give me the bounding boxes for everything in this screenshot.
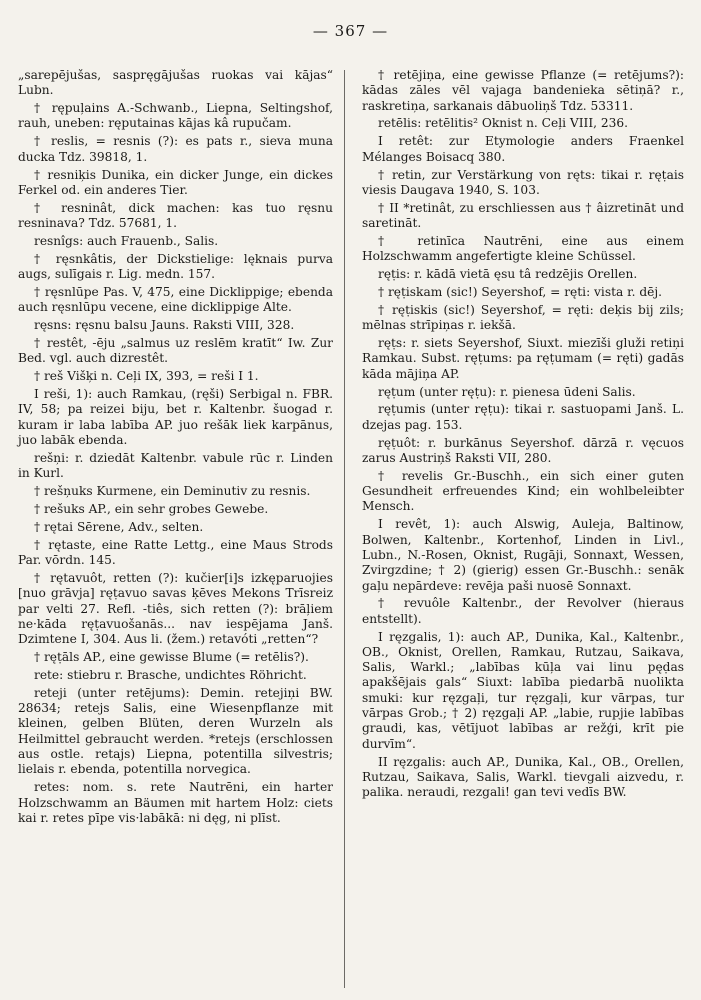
dictionary-entry: rete: stiebru r. Brasche, undichtes Röhricht. — [34, 667, 307, 682]
dictionary-entry: † retējiņa, eine gewisse Pflanze (= retējums?): kādas zāles vēl vajaga bandenieka sētiņā? r., raskretiņa, sarkanais dābuoliņš Tdz. 53311. — [362, 68, 684, 113]
dictionary-entry: † rętai Sērene, Adv., selten. — [34, 519, 204, 534]
dictionary-entry: † rępuļains A.-Schwanb., Liepna, Seltingshof, rauh, uneben: ręputainas kājas kâ rupučam. — [18, 101, 333, 131]
dictionary-entry: † II *retinât, zu erschliessen aus † âizretināt und saretināt. — [362, 200, 684, 231]
dictionary-entry: resnîgs: auch Frauenb., Salis. — [34, 233, 219, 248]
dictionary-entry: † ręsnlūpe Pas. V, 475, eine Dicklippige; ebenda auch ręsnlūpu vecene, eine dicklippige Alte. — [18, 285, 333, 315]
dictionary-entry: ręṭis: r. kādā vietā ęsu tâ redzējis Orellen. — [378, 267, 638, 282]
dictionary-entry: II ręzgalis: auch AP., Dunika, Kal., OB., Orellen, Rutzau, Saikava, Salis, Warkl. tievgali aizvedu, r. palika. neraudi, rezgali! gan tevi vedīs BW. — [362, 754, 684, 800]
dictionary-entry: ręṭumis (unter ręṭu): tikai r. sastuopami Janš. L. dzejas pag. 153. — [362, 402, 684, 432]
dictionary-entry: † reš Višķi n. Ceļi IX, 393, = reši I 1. — [34, 369, 259, 384]
dictionary-entry: † ręṭiskis (sic!) Seyershof, = ręti: deķis bij zils; mēlnas strīpiņas r. iekšā. — [362, 302, 684, 333]
dictionary-entry: I ręzgalis, 1): auch AP., Dunika, Kal., Kaltenbr., OB., Oknist, Orellen, Ramkau, Rutzau, Saikava, Salis, Warkl.; „labības kūļa vai linu pęḍas apakšējais gals“ Siuxt: labība piedarbā nuolikta smuki: kur ręzgaļi, tur ręzgaļi, kur vārpas, tur vārpas Grob.; † 2) ręzgaļi AP. „labie, rupjie labības graudi, kas, vētījuot labības ar režģi, krīt pie durvīm“. — [362, 629, 684, 751]
dictionary-entry: ręṭs: r. siets Seyershof, Siuxt. miezīši gluži retiņi Ramkau. Subst. ręṭums: pa ręṭumam (= ręti) gadās kāda mājiņa AP. — [362, 336, 684, 381]
dictionary-entry: † retinīca Nautrēni, eine aus einem Holzschwamm angefertigte kleine Schüssel. — [362, 233, 684, 264]
dictionary-entry: † retin, zur Verstärkung von ręts: tikai r. ręṭais viesis Daugava 1940, S. 103. — [362, 167, 684, 197]
dictionary-entry: † rešuks AP., ein sehr grobes Gewebe. — [34, 502, 269, 517]
dictionary-entry: † ręṭāls AP., eine gewisse Blume (= retēlis?). — [34, 650, 309, 665]
dictionary-entry: † resninât, dick machen: kas tuo ręsnu resninava? Tdz. 57681, 1. — [18, 200, 333, 231]
dictionary-entry: † ręṭiskam (sic!) Seyershof, = ręti: vista r. dēj. — [378, 285, 663, 300]
dictionary-entry: † revuôle Kaltenbr., der Revolver (hieraus entstellt). — [362, 596, 684, 626]
dictionary-entry: retēlis: retēlitis² Oknist n. Ceļi VIII, 236. — [378, 116, 629, 131]
dictionary-entry: † rętaste, eine Ratte Lettg., eine Maus Strods Par. vōrdn. 145. — [18, 537, 333, 568]
dictionary-entry: reteji (unter retējums): Demin. retejiņi BW. 28634; retejs Salis, eine Wiesenpflanze mit kleinen, gelben Blüten, deren Wurzeln als Heilmittel gebraucht werden. *retejs (erschlossen aus ostle. retajs) Liepna, potentilla silvestris; lielais r. ebenda, potentilla norvegica. — [18, 685, 333, 777]
left-column — [18, 68, 333, 829]
dictionary-entry: † revelis Gr.-Buschh., ein sich einer guten Gesundheit erfreuendes Kind; ein wohlbeleibter Mensch. — [362, 468, 684, 514]
dictionary-entry: † ręsnkâtis, der Dickstielige: lęknais purva augs, sulīgais r. Lig. medn. 157. — [18, 251, 333, 282]
dictionary-entry: † rešņuks Kurmene, ein Deminutiv zu resnis. — [34, 484, 311, 499]
dictionary-entry: I revêt, 1): auch Alswig, Auleja, Baltinow, Bolwen, Kaltenbr., Kortenhof, Linden in Livl., Lubn., N.-Rosen, Oknist, Rugāji, Sonnaxt, Wessen, Zvirgzdine; † 2) (gierig) essen Gr.-Buschh.: senāk gaļu nepārdeve: revēja paši nuosē Sonnaxt. — [362, 517, 684, 593]
dictionary-entry: „sarepējušas, saspręgājušas ruokas vai kājas“ Lubn. — [18, 68, 333, 98]
column-divider — [344, 70, 345, 988]
dictionary-entry: ręṭuôt: r. burkānus Seyershof. dārzā r. vęcuos zarus Austriņš Raksti VII, 280. — [362, 435, 684, 465]
dictionary-entry: I reši, 1): auch Ramkau, (ręši) Serbigal n. FBR. IV, 58; pa reizei biju, bet r. Kaltenbr. šuogad r. kuram ir laba labība AP. juo rešāk liek karpānus, juo labāk ebenda. — [18, 387, 333, 448]
right-column — [362, 68, 684, 803]
dictionary-entry: ręṭum (unter ręṭu): r. pienesa ūdeni Salis. — [378, 384, 636, 399]
dictionary-entry: † rętavuôt, retten (?): kučier[i]s izkęparuojies [nuo grāvja] ręṭavuo savas ķēves Mekons Trīsreiz par velti 27. Refl. -tiês, sich retten (?): brāļiem ne·kāda ręṭavuošanās... nav iespējama Janš. Dzimtene I, 304. Aus li. (žem.) retavóti „retten“? — [18, 571, 333, 647]
dictionary-entry: ręsns: ręsnu balsu Jauns. Raksti VIII, 328. — [34, 318, 295, 333]
page-number: — 367 — — [312, 22, 389, 40]
dictionary-entry: † reslis, = resnis (?): es pats r., sieva muna ducka Tdz. 39818, 1. — [18, 134, 333, 164]
dictionary-entry: † resniķis Dunika, ein dicker Junge, ein dickes Ferkel od. ein anderes Tier. — [18, 167, 333, 197]
dictionary-entry: I retêt: zur Etymologie anders Fraenkel Mélanges Boisacq 380. — [362, 134, 684, 164]
dictionary-entry: retes: nom. s. rete Nautrēni, ein harter Holzschwamm an Bäumen mit hartem Holz: ciets kai r. retes pīpe vis·labākā: ni dęg, ni plīst. — [18, 780, 333, 825]
dictionary-entry: † restêt, -ēju „salmus uz reslēm kratīt“ Iw. Zur Bed. vgl. auch dizrestêt. — [18, 336, 333, 366]
dictionary-entry: rešņi: r. dziedāt Kaltenbr. vabule rūc r. Linden in Kurl. — [18, 450, 333, 481]
